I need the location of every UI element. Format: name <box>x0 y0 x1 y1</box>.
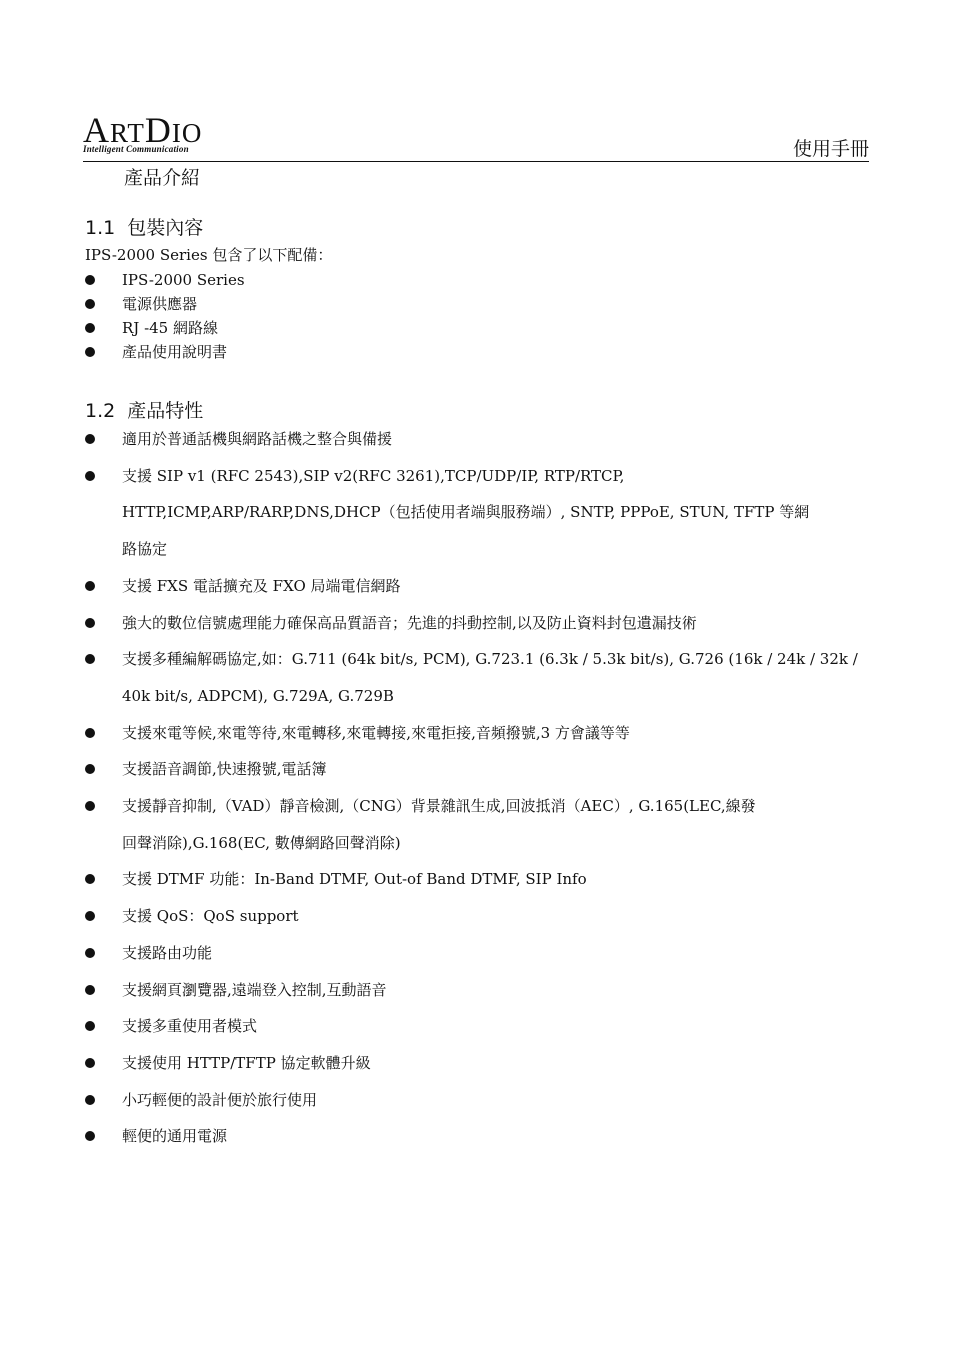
feature-line: 強大的數位信號處理能力確保高品質語音；先進的抖動控制,以及防止資料封包遺漏技術 <box>122 613 697 632</box>
feature-line: 輕便的通用電源 <box>122 1127 228 1146</box>
feature-line: 支援路由功能 <box>122 943 213 962</box>
feature-line: 支援多重使用者模式 <box>122 1017 258 1036</box>
feature-line: 支援語音調節,快速撥號,電話簿 <box>122 760 327 779</box>
bullet-icon <box>85 1021 95 1031</box>
logo-tagline: Intelligent Communication <box>83 144 189 154</box>
bullet-icon <box>85 1095 95 1105</box>
feature-line: 支援靜音抑制,（VAD）靜音檢測,（CNG）背景雜訊生成,回波抵消（AEC）, G.165(LEC,線發 <box>122 797 756 815</box>
section-heading-1-1 <box>85 219 203 238</box>
bullet-icon <box>85 471 95 481</box>
feature-line: 支援 FXS 電話擴充及 FXO 局端電信網路 <box>122 576 401 595</box>
bullet-icon <box>85 654 95 664</box>
list-item: 電源供應器 <box>122 295 198 313</box>
header-divider <box>83 161 869 162</box>
bullet-icon <box>85 1058 95 1068</box>
list-item: RJ -45 網路線 <box>122 319 218 337</box>
bullet-icon <box>85 581 95 591</box>
feature-line: 支援 DTMF 功能：In-Band DTMF, Out-of Band DTMF, SIP Info <box>122 870 587 889</box>
feature-line: 小巧輕便的設計便於旅行使用 <box>122 1090 318 1109</box>
bullet-icon <box>85 874 95 884</box>
bullet-icon <box>85 948 95 958</box>
bullet-icon <box>85 618 95 628</box>
bullet-icon <box>85 347 95 357</box>
feature-line: 40k bit/s, ADPCM), G.729A, G.729B <box>122 686 394 705</box>
bullet-icon <box>85 1131 95 1141</box>
bullet-icon <box>85 801 95 811</box>
manual-title: 使用手冊 <box>792 138 869 160</box>
package-intro: IPS-2000 Series 包含了以下配備： <box>85 246 333 264</box>
feature-line: 支援使用 HTTP/TFTP 協定軟體升級 <box>122 1053 371 1072</box>
section-title: 產品特性 <box>127 400 204 422</box>
bullet-icon <box>85 434 95 444</box>
feature-line: 支援 QoS：QoS support <box>122 907 299 926</box>
bullet-icon <box>85 985 95 995</box>
bullet-icon <box>85 911 95 921</box>
feature-line: 支援網頁瀏覽器,遠端登入控制,互動語音 <box>122 980 387 999</box>
bullet-icon <box>85 323 95 333</box>
section-number: 1.1 <box>85 217 116 239</box>
chapter-title: 產品介紹 <box>124 167 201 189</box>
list-item: 產品使用說明書 <box>122 343 228 361</box>
section-title: 包裝內容 <box>127 217 204 239</box>
bullet-icon <box>85 764 95 774</box>
feature-line: 支援來電等候,來電等待,來電轉移,來電轉接,來電拒接,音頻撥號,3 方會議等等 <box>122 723 630 742</box>
list-item: IPS-2000 Series <box>122 271 245 289</box>
section-number: 1.2 <box>85 400 116 422</box>
feature-line: 回聲消除),G.168(EC, 數傳網路回聲消除) <box>122 833 401 852</box>
bullet-icon <box>85 299 95 309</box>
bullet-icon <box>85 275 95 285</box>
company-logo: ARTDIO <box>83 110 203 150</box>
bullet-icon <box>85 728 95 738</box>
feature-line: 支援 SIP v1 (RFC 2543),SIP v2(RFC 3261),TCP/UDP/IP, RTP/RTCP, <box>122 466 625 485</box>
feature-line: 支援多種編解碼協定,如：G.711 (64k bit/s, PCM), G.723.1 (6.3k / 5.3k bit/s), G.726 (16k / 24k / 32k / <box>122 650 858 669</box>
feature-line: 適用於普通話機與網路話機之整合與備援 <box>122 430 393 448</box>
feature-line: 路協定 <box>122 540 168 559</box>
feature-line: HTTP,ICMP,ARP/RARP,DNS,DHCP（包括使用者端與服務端）, SNTP, PPPoE, STUN, TFTP 等網 <box>122 503 810 522</box>
section-heading-1-2 <box>85 402 203 421</box>
